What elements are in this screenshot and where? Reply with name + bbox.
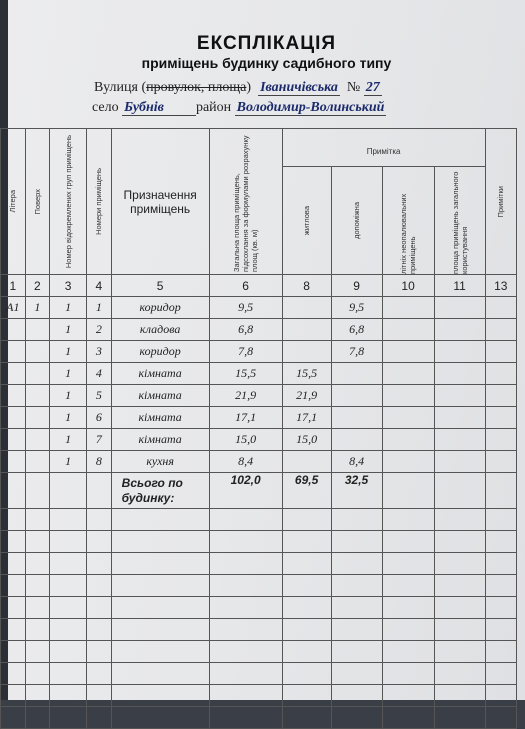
row-floor <box>25 363 49 385</box>
row-purpose: коридор <box>111 341 209 363</box>
row-floor <box>25 319 49 341</box>
col-num: 6 <box>209 275 282 297</box>
table-row <box>1 341 517 363</box>
empty-cell <box>382 575 434 597</box>
row-room: 1 <box>87 297 112 319</box>
table-row <box>1 297 517 319</box>
empty-cell <box>87 707 112 729</box>
empty-cell <box>111 575 209 597</box>
blank-row <box>1 685 517 707</box>
empty-cell <box>87 575 112 597</box>
empty-cell <box>50 509 87 531</box>
header-living: житлова <box>302 205 312 236</box>
row-litera <box>1 319 26 341</box>
street-struck-text: провулок, площа <box>146 80 247 95</box>
row-floor <box>25 407 49 429</box>
col-num: 4 <box>87 275 112 297</box>
column-number-row <box>1 275 517 297</box>
empty-cell <box>434 707 485 729</box>
empty-cell <box>485 319 516 341</box>
empty-cell <box>382 685 434 707</box>
col-num: 1 <box>1 275 26 297</box>
empty-cell <box>382 531 434 553</box>
empty-cell <box>111 619 209 641</box>
col-num: 11 <box>434 275 485 297</box>
row-living: 21,9 <box>282 385 331 407</box>
empty-cell <box>1 553 26 575</box>
header-group-number: Номер відокремлених груп приміщень <box>63 134 73 269</box>
empty-cell <box>382 429 434 451</box>
village-value: Бубнів <box>122 100 196 116</box>
empty-cell <box>382 297 434 319</box>
empty-cell <box>485 575 516 597</box>
empty-cell <box>209 597 282 619</box>
empty-cell <box>25 685 49 707</box>
header-floor: Поверх <box>32 188 42 215</box>
street-line <box>94 80 382 96</box>
empty-cell <box>25 597 49 619</box>
empty-cell <box>50 707 87 729</box>
empty-cell <box>434 341 485 363</box>
district-value: Володимир-Волинський <box>236 100 385 115</box>
row-aux <box>331 429 382 451</box>
row-purpose: кухня <box>111 451 209 473</box>
row-group: 1 <box>50 385 87 407</box>
empty-cell <box>209 553 282 575</box>
row-litera <box>1 407 26 429</box>
table-row <box>1 451 517 473</box>
empty-cell <box>331 531 382 553</box>
row-litera <box>1 341 26 363</box>
blank-row <box>1 641 517 663</box>
empty-cell <box>25 553 49 575</box>
empty-cell <box>434 509 485 531</box>
blank-row <box>1 509 517 531</box>
row-aux <box>331 363 382 385</box>
empty-cell <box>382 319 434 341</box>
row-living <box>282 319 331 341</box>
row-total-area: 15,0 <box>209 429 282 451</box>
total-row <box>1 473 517 509</box>
row-living <box>282 451 331 473</box>
row-litera <box>1 429 26 451</box>
empty-cell <box>1 685 26 707</box>
empty-cell <box>382 451 434 473</box>
empty-cell <box>111 707 209 729</box>
empty-cell <box>382 407 434 429</box>
row-litera <box>1 451 26 473</box>
empty-cell <box>50 531 87 553</box>
empty-cell <box>111 531 209 553</box>
empty-cell <box>485 663 516 685</box>
row-total-area: 17,1 <box>209 407 282 429</box>
village-line <box>92 100 386 116</box>
row-group: 1 <box>50 429 87 451</box>
header-auxiliary: допоміжна <box>352 202 362 239</box>
empty-cell <box>87 663 112 685</box>
row-aux: 6,8 <box>331 319 382 341</box>
blank-row <box>1 531 517 553</box>
row-room: 4 <box>87 363 112 385</box>
empty-cell <box>1 509 26 531</box>
empty-cell <box>382 363 434 385</box>
header-room-number: Номери приміщень <box>94 168 104 235</box>
empty-cell <box>331 707 382 729</box>
empty-cell <box>434 451 485 473</box>
row-total-area: 9,5 <box>209 297 282 319</box>
empty-cell <box>434 619 485 641</box>
row-purpose: кімната <box>111 407 209 429</box>
header-remarks: Примітки <box>496 185 506 218</box>
empty-cell <box>50 685 87 707</box>
row-purpose: кімната <box>111 385 209 407</box>
empty-cell <box>434 553 485 575</box>
row-living: 15,5 <box>282 363 331 385</box>
empty-cell <box>485 597 516 619</box>
empty-cell <box>50 663 87 685</box>
row-group: 1 <box>50 319 87 341</box>
row-total-area: 7,8 <box>209 341 282 363</box>
empty-cell <box>209 663 282 685</box>
empty-cell <box>282 641 331 663</box>
row-aux: 7,8 <box>331 341 382 363</box>
empty-cell <box>209 641 282 663</box>
row-purpose: коридор <box>111 297 209 319</box>
empty-cell <box>382 641 434 663</box>
empty-cell <box>87 619 112 641</box>
empty-cell <box>331 575 382 597</box>
empty-cell <box>382 553 434 575</box>
table-row <box>1 319 517 341</box>
total-label-line2: будинку: <box>121 490 175 505</box>
empty-cell <box>1 663 26 685</box>
row-floor <box>25 385 49 407</box>
header-litera: Літера <box>8 190 18 213</box>
empty-cell <box>1 641 26 663</box>
empty-cell <box>434 663 485 685</box>
empty-cell <box>1 531 26 553</box>
empty-cell <box>434 297 485 319</box>
empty-cell <box>485 707 516 729</box>
empty-cell <box>382 707 434 729</box>
empty-cell <box>209 531 282 553</box>
row-floor <box>25 429 49 451</box>
empty-cell <box>50 597 87 619</box>
empty-cell <box>209 685 282 707</box>
document-page <box>8 0 525 700</box>
row-purpose: кімната <box>111 429 209 451</box>
empty-cell <box>331 663 382 685</box>
row-living <box>282 297 331 319</box>
empty-cell <box>382 619 434 641</box>
row-living: 15,0 <box>282 429 331 451</box>
table-row <box>1 407 517 429</box>
explication-table <box>0 128 517 729</box>
header-purpose: Призначення приміщень <box>123 187 197 216</box>
blank-row <box>1 575 517 597</box>
row-living <box>282 341 331 363</box>
col-num: 3 <box>50 275 87 297</box>
empty-cell <box>331 553 382 575</box>
empty-cell <box>50 553 87 575</box>
blank-row <box>1 707 517 729</box>
empty-cell <box>331 641 382 663</box>
row-total-area: 21,9 <box>209 385 282 407</box>
empty-cell <box>25 531 49 553</box>
empty-cell <box>382 385 434 407</box>
empty-cell <box>209 707 282 729</box>
empty-cell <box>87 641 112 663</box>
empty-cell <box>1 619 26 641</box>
total-label-line1: Всього по <box>121 475 183 490</box>
empty-cell <box>25 707 49 729</box>
empty-cell <box>87 685 112 707</box>
table-body <box>1 297 517 473</box>
row-group: 1 <box>50 297 87 319</box>
empty-cell <box>282 663 331 685</box>
empty-cell <box>87 531 112 553</box>
street-label: Вулиця ( <box>94 80 147 95</box>
empty-cell <box>282 531 331 553</box>
district-label: район <box>195 100 232 115</box>
row-group: 1 <box>50 363 87 385</box>
empty-cell <box>331 685 382 707</box>
empty-cell <box>485 531 516 553</box>
document-title: ЕКСПЛІКАЦІЯ <box>196 33 337 54</box>
row-floor: 1 <box>25 297 49 319</box>
empty-cell <box>111 641 209 663</box>
blank-row <box>1 619 517 641</box>
col-num: 9 <box>331 275 382 297</box>
row-purpose: кладова <box>111 319 209 341</box>
empty-cell <box>111 553 209 575</box>
row-litera <box>1 363 26 385</box>
empty-cell <box>434 531 485 553</box>
table-row <box>1 385 517 407</box>
empty-cell <box>282 553 331 575</box>
row-litera: А1 <box>1 297 26 319</box>
row-floor <box>25 451 49 473</box>
row-living: 17,1 <box>282 407 331 429</box>
empty-cell <box>25 663 49 685</box>
empty-cell <box>485 429 516 451</box>
empty-cell <box>111 685 209 707</box>
empty-cell <box>331 597 382 619</box>
empty-cell <box>1 707 26 729</box>
empty-cell <box>331 619 382 641</box>
empty-cell <box>434 429 485 451</box>
empty-cell <box>434 407 485 429</box>
row-room: 3 <box>87 341 112 363</box>
empty-cell <box>87 597 112 619</box>
empty-cell <box>50 619 87 641</box>
empty-cell <box>282 575 331 597</box>
header-note: Примітка <box>283 129 485 167</box>
col-num: 2 <box>25 275 49 297</box>
empty-cell <box>1 597 26 619</box>
row-room: 2 <box>87 319 112 341</box>
empty-cell <box>485 341 516 363</box>
empty-cell <box>25 575 49 597</box>
total-aux-value: 32,5 <box>331 473 382 509</box>
row-litera <box>1 385 26 407</box>
empty-cell <box>50 641 87 663</box>
blank-row <box>1 597 517 619</box>
empty-cell <box>209 575 282 597</box>
empty-cell <box>282 509 331 531</box>
row-aux <box>331 407 382 429</box>
empty-cell <box>331 509 382 531</box>
empty-cell <box>25 619 49 641</box>
empty-cell <box>485 641 516 663</box>
table-row <box>1 429 517 451</box>
empty-cell <box>485 407 516 429</box>
empty-cell <box>282 619 331 641</box>
row-total-area: 8,4 <box>209 451 282 473</box>
empty-cell <box>485 363 516 385</box>
table-row <box>1 363 517 385</box>
col-num: 13 <box>485 275 516 297</box>
empty-cell <box>485 685 516 707</box>
empty-cell <box>434 597 485 619</box>
empty-cell <box>50 575 87 597</box>
total-living-value: 69,5 <box>282 473 331 509</box>
empty-cell <box>485 451 516 473</box>
empty-cell <box>111 597 209 619</box>
total-area-value: 102,0 <box>209 473 282 509</box>
empty-cell <box>282 685 331 707</box>
row-aux <box>331 385 382 407</box>
empty-cell <box>485 509 516 531</box>
header-summer: літніх неопалювальних приміщень <box>399 193 418 274</box>
row-aux: 9,5 <box>331 297 382 319</box>
empty-cell <box>1 575 26 597</box>
row-total-area: 6,8 <box>209 319 282 341</box>
empty-cell <box>382 597 434 619</box>
empty-cell <box>434 685 485 707</box>
header-common: площа приміщень загального користування <box>450 171 469 274</box>
empty-cell <box>382 341 434 363</box>
total-label <box>111 473 209 509</box>
empty-cell <box>434 575 485 597</box>
empty-cell <box>25 641 49 663</box>
village-label: село <box>92 100 119 115</box>
empty-cell <box>282 597 331 619</box>
header-row <box>1 129 517 275</box>
row-floor <box>25 341 49 363</box>
empty-cell <box>382 509 434 531</box>
col-num: 8 <box>282 275 331 297</box>
number-label: № <box>346 80 361 95</box>
empty-cell <box>87 509 112 531</box>
blank-row <box>1 553 517 575</box>
col-num: 10 <box>382 275 434 297</box>
row-room: 5 <box>87 385 112 407</box>
empty-cell <box>485 619 516 641</box>
row-group: 1 <box>50 341 87 363</box>
empty-cell <box>111 663 209 685</box>
blank-row <box>1 663 517 685</box>
empty-cell <box>111 509 209 531</box>
empty-cell <box>434 363 485 385</box>
row-purpose: кімната <box>111 363 209 385</box>
row-room: 7 <box>87 429 112 451</box>
row-aux: 8,4 <box>331 451 382 473</box>
row-room: 6 <box>87 407 112 429</box>
row-room: 8 <box>87 451 112 473</box>
header-total-area: Загальна площа приміщень, підсохлання за формулами розрахунку площ (кв. м) <box>232 134 260 272</box>
row-group: 1 <box>50 407 87 429</box>
row-total-area: 15,5 <box>209 363 282 385</box>
street-value: Іваничівська <box>260 80 338 95</box>
blank-rows <box>1 509 517 729</box>
empty-cell <box>434 641 485 663</box>
empty-cell <box>485 297 516 319</box>
empty-cell <box>209 619 282 641</box>
empty-cell <box>382 663 434 685</box>
empty-cell <box>87 553 112 575</box>
row-group: 1 <box>50 451 87 473</box>
empty-cell <box>25 509 49 531</box>
empty-cell <box>485 553 516 575</box>
empty-cell <box>434 385 485 407</box>
street-close: ) <box>246 80 252 95</box>
empty-cell <box>485 385 516 407</box>
empty-cell <box>434 319 485 341</box>
col-num: 5 <box>111 275 209 297</box>
empty-cell <box>282 707 331 729</box>
document-subtitle: приміщень будинку садибного типу <box>141 55 392 71</box>
empty-cell <box>209 509 282 531</box>
number-value: 27 <box>365 80 380 95</box>
